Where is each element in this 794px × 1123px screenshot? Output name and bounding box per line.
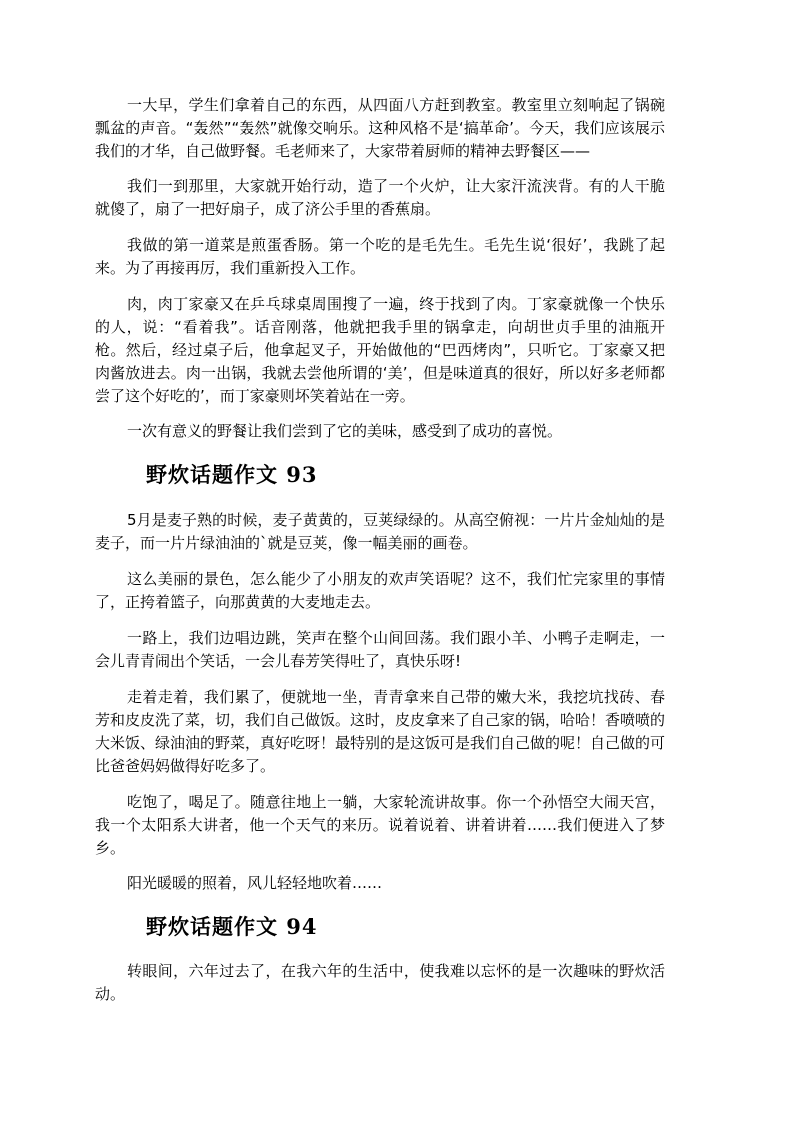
paragraph: 吃饱了，喝足了。随意往地上一躺，大家轮流讲故事。你一个孙悟空大闹天宫，我一个太阳系大讲者，他一个天气的来历。说着说着、讲着讲着……我们便进入了梦乡。 xyxy=(95,793,665,857)
paragraph: 一次有意义的野餐让我们尝到了它的美味，感受到了成功的喜悦。 xyxy=(127,422,563,440)
paragraph: 肉，肉丁家豪又在乒乓球桌周围搜了一遍，终于找到了肉。丁家豪就像一个快乐的人，说：“看着我”。话音刚落，他就把我手里的锅拿走，向胡世贞手里的油瓶开枪。然后，经过桌子后，他拿起叉子，开始做他的“巴西烤肉”，只听它。丁家豪又把肉酱放进去。肉一出锅，我就去尝他所谓的‘美’，但是味道真的很好，所以好多老师都尝了这个好吃的’，而丁家豪则坏笑着站在一旁。 xyxy=(95,295,665,405)
paragraph: 这么美丽的景色，怎么能少了小朋友的欢声笑语呢？这不，我们忙完家里的事情了，正挎着篮子，向那黄黄的大麦地走去。 xyxy=(95,570,665,611)
paragraph: 一大早，学生们拿着自己的东西，从四面八方赶到教室。教室里立刻响起了锅碗瓢盆的声音。“轰然”“轰然”就像交响乐。这种风格不是‘搞革命’。今天，我们应该展示我们的才华，自己做野餐。毛老师来了，大家带着厨师的精神去野餐区—— xyxy=(95,96,665,160)
section-title: 野炊话题作文 94 xyxy=(146,914,318,939)
paragraph: 一路上，我们边唱边跳，笑声在整个山间回荡。我们跟小羊、小鸭子走啊走，一会儿青青闹出个笑话，一会儿春芳笑得吐了，真快乐呀! xyxy=(95,629,665,670)
paragraph: 走着走着，我们累了，便就地一坐，青青拿来自己带的嫩大米，我挖坑找砖、春芳和皮皮洗了菜，切，我们自己做饭。这时，皮皮拿来了自己家的锅，哈哈！香喷喷的大米饭、绿油油的野菜，真好吃呀！最特别的是这饭可是我们自己做的呢！自己做的可比爸爸妈妈做得好吃多了。 xyxy=(95,688,666,775)
paragraph: 5月是麦子熟的时候，麦子黄黄的，豆荚绿绿的。从高空俯视：一片片金灿灿的是麦子，而一片片绿油油的`就是豆荚，像一幅美丽的画卷。 xyxy=(95,511,665,552)
section-title: 野炊话题作文 93 xyxy=(146,462,318,487)
paragraph: 我做的第一道菜是煎蛋香肠。第一个吃的是毛先生。毛先生说‘很好’，我跳了起来。为了再接再厉，我们重新投入工作。 xyxy=(95,236,665,277)
paragraph: 我们一到那里，大家就开始行动，造了一个火炉，让大家汗流浃背。有的人干脆就傻了，扇了一把好扇子，成了济公手里的香蕉扇。 xyxy=(95,177,665,218)
paragraph: 阳光暖暖的照着，风儿轻轻地吹着…… xyxy=(127,874,383,892)
paragraph: 转眼间，六年过去了，在我六年的生活中，使我难以忘怀的是一次趣味的野炊活动。 xyxy=(95,962,665,1003)
